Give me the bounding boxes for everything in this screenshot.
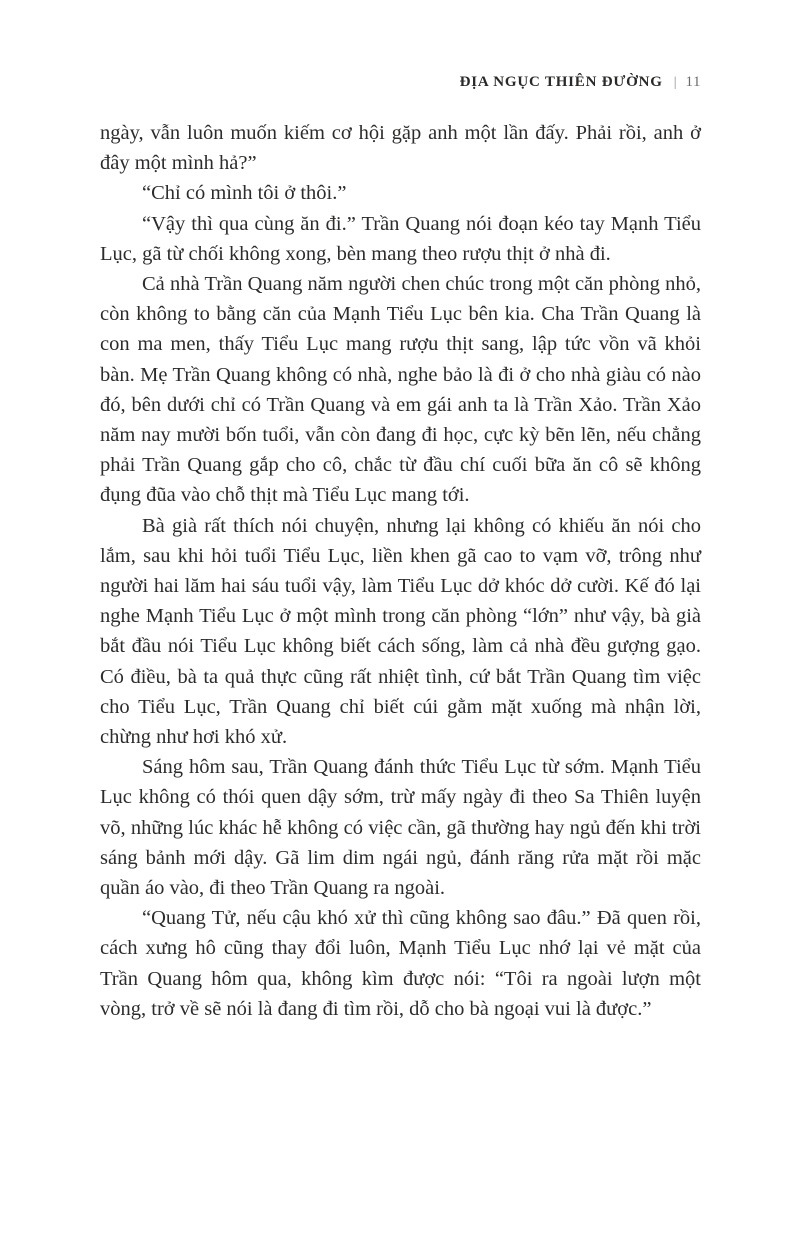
header-separator: |	[673, 75, 677, 90]
page-header	[100, 0, 701, 91]
body-text	[100, 118, 701, 1024]
page-number: 11	[685, 74, 701, 90]
paragraph: Sáng hôm sau, Trần Quang đánh thức Tiểu Lục từ sớm. Mạnh Tiểu Lục không có thói quen dậy sớm, trừ mấy ngày đi theo Sa Thiên luyện võ, những lúc khác hễ không có việc cần, gã thường hay ngủ đến khi trời sáng bảnh mới dậy. Gã lim dim ngái ngủ, đánh răng rửa mặt rồi mặc quần áo vào, đi theo Trần Quang ra ngoài.	[100, 756, 701, 900]
running-title: ĐỊA NGỤC THIÊN ĐƯỜNG	[459, 74, 663, 90]
paragraph: ngày, vẫn luôn muốn kiếm cơ hội gặp anh một lần đấy. Phải rồi, anh ở đây một mình hả?”	[100, 122, 701, 175]
paragraph: Bà già rất thích nói chuyện, nhưng lại không có khiếu ăn nói cho lắm, sau khi hỏi tuổi Tiểu Lục, liền khen gã cao to vạm vỡ, trông như người hai lăm hai sáu tuổi vậy, làm Tiểu Lục dở khóc dở cười. Kế đó lại nghe Mạnh Tiểu Lục ở một mình trong căn phòng “lớn” như vậy, bà già bắt đầu nói Tiểu Lục không biết cách sống, làm cả nhà đều gượng gạo. Có điều, bà ta quả thực cũng rất nhiệt tình, cứ bắt Trần Quang tìm việc cho Tiểu Lục, Trần Quang chỉ biết cúi gằm mặt xuống mà nhận lời, chừng như hơi khó xử.	[100, 514, 701, 749]
paragraph: “Quang Tử, nếu cậu khó xử thì cũng không sao đâu.” Đã quen rồi, cách xưng hô cũng thay đổi luôn, Mạnh Tiểu Lục nhớ lại vẻ mặt của Trần Quang hôm qua, không kìm được nói: “Tôi ra ngoài lượn một vòng, trở về sẽ nói là đang đi tìm rồi, dỗ cho bà ngoại vui là được.”	[100, 907, 701, 1020]
paragraph: “Chỉ có mình tôi ở thôi.”	[142, 182, 347, 205]
paragraph: Cả nhà Trần Quang năm người chen chúc trong một căn phòng nhỏ, còn không to bằng căn của Mạnh Tiểu Lục bên kia. Cha Trần Quang là con ma men, thấy Tiểu Lục mang rượu thịt sang, lập tức vồn vã khỏi bàn. Mẹ Trần Quang không có nhà, nghe bảo là đi ở cho nhà giàu có nào đó, bên dưới chỉ có Trần Quang và em gái anh ta là Trần Xảo. Trần Xảo năm nay mười bốn tuổi, vẫn còn đang đi học, cực kỳ bẽn lẽn, nếu chẳng phải Trần Quang gắp cho cô, chắc từ đầu chí cuối bữa ăn cô sẽ không đụng đũa vào chỗ thịt mà Tiểu Lục mang tới.	[100, 273, 701, 507]
book-page	[100, 0, 701, 1024]
paragraph: “Vậy thì qua cùng ăn đi.” Trần Quang nói đoạn kéo tay Mạnh Tiểu Lục, gã từ chối không xong, bèn mang theo rượu thịt ở nhà đi.	[100, 212, 701, 265]
